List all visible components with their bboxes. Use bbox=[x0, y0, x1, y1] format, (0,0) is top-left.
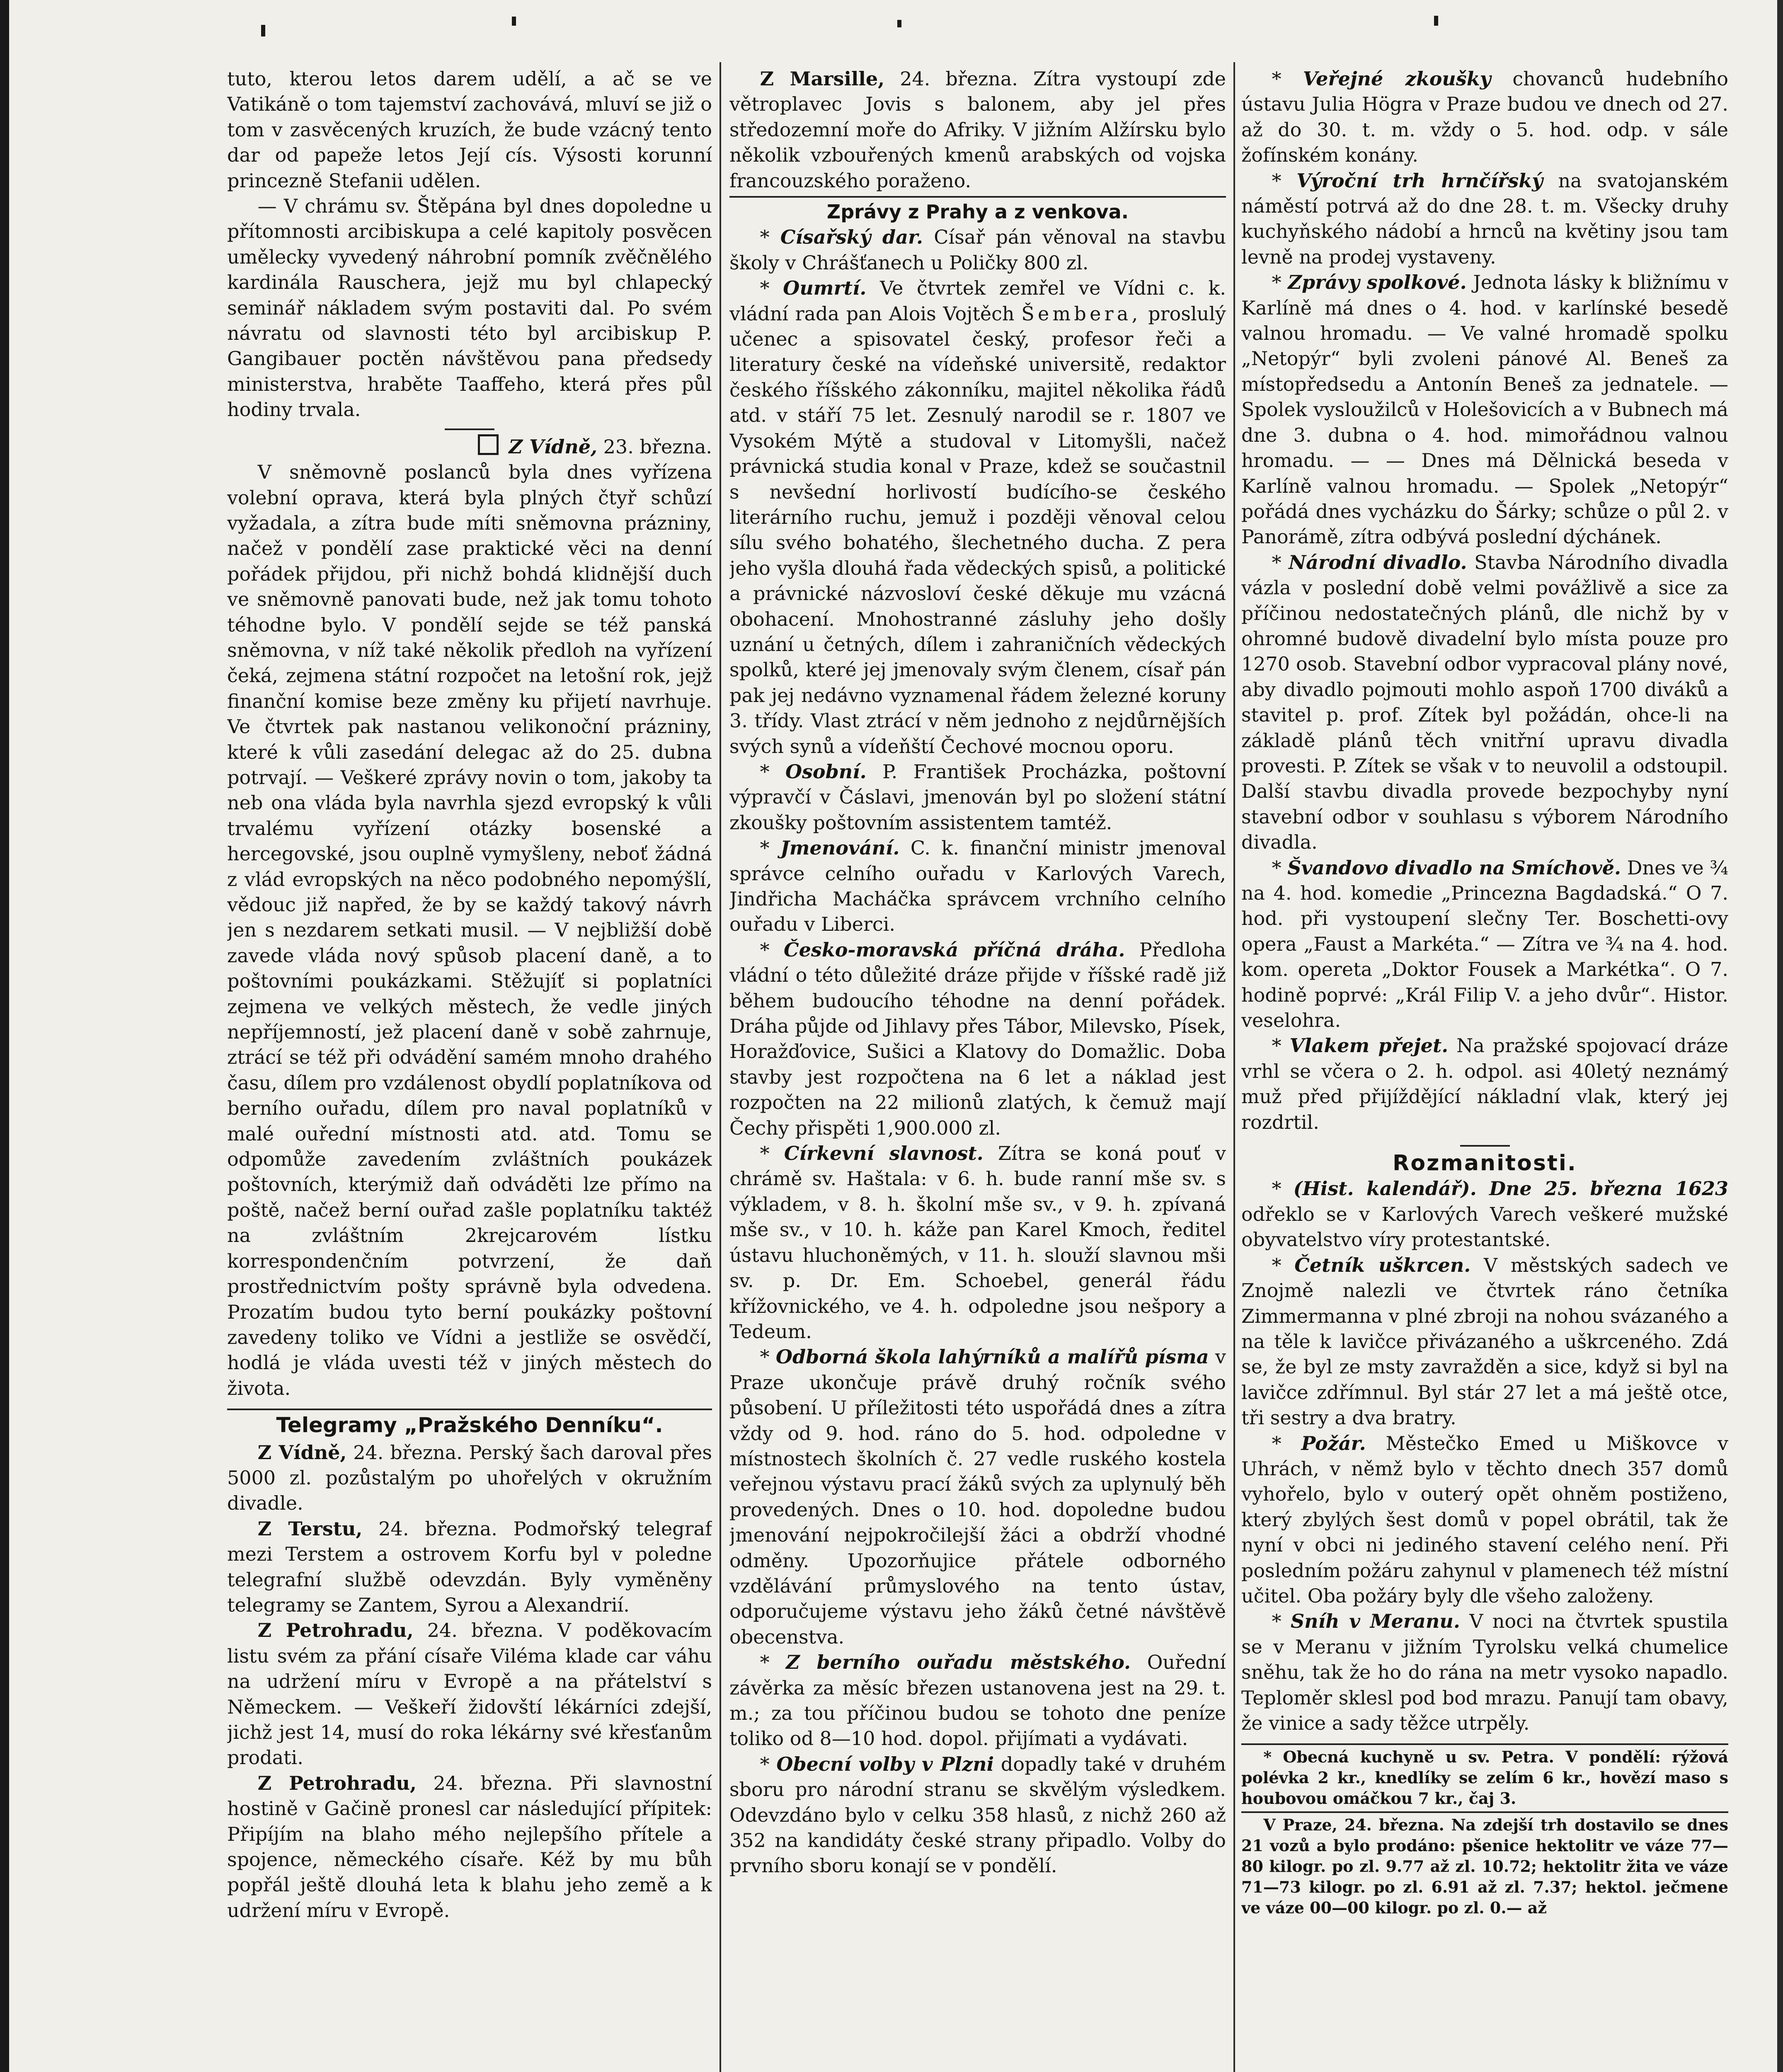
news-title: Jmenování. bbox=[780, 837, 900, 859]
separator bbox=[1241, 1811, 1728, 1813]
news-text: odřeklo se v Karlových Varech veškeré mužské obyvatelstvo víry protestantské. bbox=[1241, 1203, 1728, 1251]
scan-speck bbox=[512, 17, 516, 26]
news-title: Četník uškrcen. bbox=[1294, 1254, 1471, 1276]
news-item: * Výroční trh hrnčířský na svatojanském náměstí potrvá až do dne 28. t. m. Všecky druhy kuchyňského nádobí a hrnců na květiny jsou tam levně na prodej vystaveny. bbox=[1241, 169, 1728, 268]
telegram-item bbox=[227, 1516, 712, 1618]
separator bbox=[1460, 1145, 1510, 1147]
square-icon bbox=[478, 434, 499, 455]
telegram-place: Z Marsille, bbox=[760, 68, 885, 90]
news-title: Z berního ouřadu městského. bbox=[786, 1651, 1131, 1674]
news-text: Jednota lásky k bližnímu v Karlíně má dnes o 4. hod. v karlínské besedě valnou hromadu. — Ve valné hromadě spolku „Netopýr“ byli zvoleni pánové Al. Beneš za místopředsedu a Antonín Beneš za jednatele. — Spolek vysloužilců v Holešovicích a v Bubnech má dne 3. dubna o 4. hod. mimořádnou valnou hromadu. — — Dnes má Dělnická beseda v Karlíně valnou hromadu. — Spolek „Netopýr“ pořádá dnes vycházku do Šárky; schůze o půl 2. v Panorámě, zítra odbývá poslední dýchánek. bbox=[1241, 271, 1728, 548]
article-paragraph: tuto, kterou letos darem udělí, a ač se ve Vatikáně o tom tajemství zachovává, mluví se již o tom v zasvěcených kruzích, že bude vzácný tento dar od papeže letos Její cís. Výsosti korunní princezně Stefanii udělen. bbox=[227, 68, 712, 192]
news-title: (Hist. kalendář). Dne 25. března 1623 bbox=[1293, 1177, 1728, 1200]
news-item: * Církevní slavnost. Zítra se koná pouť v chrámě sv. Haštala: v 6. h. bude ranní mše sv. s výkladem, v 8. h. školní mše sv., v 9. h. zpívaná mše sv., v 10. h. káže pan Karel Kmoch, ředitel ústavu hluchoněmých, v 11. h. slouží slavnou mši sv. p. Dr. Em. Schoebel, generál řádu křížovnického, ve 4. h. odpoledne jsou nešpory a Tedeum. bbox=[729, 1142, 1226, 1343]
news-text: Městečko Emed u Miškovce v Uhrách, v němž bylo v těchto dnech 357 domů vyhořelo, bylo v outerý opět ohněm postiženo, který zbylých šest domů v popel obrátil, tak že nyní v obci ni jediného stavení celého není. Při posledním požáru zahynul v plamenech též místní učitel. Oba požáry byly dle všeho založeny. bbox=[1241, 1432, 1728, 1607]
dateline-date: 23. března. bbox=[603, 435, 712, 458]
telegram-text: 24. března. Zítra vystoupí zde větroplavec Jovis s balonem, aby jel přes středozemní moře do Afriky. V jižním Alžírsku bylo několik vzbouřených kmenů arabských od vojska francouzského poraženo. bbox=[729, 68, 1226, 192]
news-item: * Osobní. P. František Procházka, poštovní výpravčí v Čáslavi, jmenován byl po složení státní zkoušky poštovním assistentem tamtéž. bbox=[729, 760, 1226, 834]
dateline bbox=[227, 434, 712, 460]
separator bbox=[445, 428, 494, 430]
news-title: Vlakem přejet. bbox=[1289, 1034, 1449, 1057]
section-heading: Rozmanitosti. bbox=[1393, 1151, 1577, 1176]
column-3 bbox=[1241, 66, 1728, 2072]
news-text: Císař pán věnoval na stavbu školy v Chrášťanech u Poličky 800 zl. bbox=[729, 226, 1226, 274]
news-text: na svatojanském náměstí potrvá až do dne 28. t. m. Všecky druhy kuchyňského nádobí a hrnců na květiny jsou tam levně na prodej vystaveny. bbox=[1241, 169, 1728, 268]
telegram-place: Z Petrohradu, bbox=[257, 1619, 414, 1642]
telegram-item bbox=[729, 66, 1226, 194]
news-item: * (Hist. kalendář). Dne 25. března 1623 odřeklo se v Karlových Varech veškeré mužské obyvatelstvo víry protestantské. bbox=[1241, 1177, 1728, 1251]
telegram-place: Z Vídně, bbox=[257, 1441, 347, 1464]
dateline-place: Z Vídně, bbox=[509, 435, 598, 458]
column-rule bbox=[719, 62, 721, 2072]
news-title: Oumrtí. bbox=[783, 277, 867, 300]
news-text: Stavba Národního divadla vázla v poslední době velmi povážlivě a sice za příčinou nedostatečných plánů, dle nichž by v ohromné budově divadelní bylo místa pouze pro 1270 osob. Stavební odbor vypracoval plány nové, aby divadlo pojmouti mohlo aspoň 1700 diváků a stavitel p. prof. Zítek byl požádán, ohce-li na základě plánů těch vnitřní upravu divadla provesti. P. Zítek se však v to neuvolil a odstoupil. Další stavbu divadla provede bezpochyby nyní stavební odbor v souhlasu s výborem Národního divadla. bbox=[1241, 551, 1728, 854]
telegram-item bbox=[227, 1440, 712, 1516]
telegram-text: 24. března. Při slavnostní hostině v Gačině pronesl car následující přípitek: Připíjím na blaho mého nejlepšího přítele a spojence, německého císaře. Kéž by mu bůh popřál ještě dlouhá leta k blahu jeho země a k udržení míru v Evropě. bbox=[227, 1772, 712, 1922]
article-paragraph: — V chrámu sv. Štěpána byl dnes dopoledne u přítomnosti arcibiskupa a celé kapitoly posvěcen umělecky vyvedený náhrobní pomník zvěčnělého kardinála Rauschera, jejž mu byl chlapecký seminář nákladem svým postaviti dal. Po svém návratu od slavnosti této byl arcibiskup P. Gangibauer poctěn návštěvou pana předsedy ministerstva, hraběte Taaffeho, která přes půl hodiny trvala. bbox=[227, 195, 712, 421]
news-title: Osobní. bbox=[785, 760, 867, 783]
section-heading: Telegramy „Pražského Denníku“. bbox=[276, 1413, 663, 1438]
news-text: chovanců hudebního ústavu Julia Högra v Praze budou ve dnech od 27. až do 30. t. m. vždy o 5. hod. odp. v sále žofínském konány. bbox=[1241, 68, 1728, 167]
news-text: v Praze ukončuje právě druhý ročník svého působení. U příležitosti této uspořádá dnes a zítra vždy od 9. hod. ráno do 5. hod. odpoledne v místnostech školních č. 27 vedle ruského kostela veřejnou výstavu prací žáků svých za uplynulý běh provedených. Dnes o 10. hod. dopoledne budou jmenování nejpokročilejší žáci a obdrží vhodné odměny. Upozorňujice přátele odborného vzdělávání průmyslového na tento ústav, odporučujeme výstavu jeho žáků četné návštěvě obecenstva. bbox=[729, 1346, 1226, 1648]
telegram-item bbox=[227, 1771, 712, 1923]
news-text: Ouřední závěrka za měsíc březen ustanovena jest na 29. t. m.; za tou příčinou budou se tohoto dne peníze toliko od 8—10 hod. dopol. přijímati a vydávati. bbox=[729, 1651, 1226, 1750]
news-text: Zítra se koná pouť v chrámě sv. Haštala: v 6. h. bude ranní mše sv. s výkladem, v 8. h. školní mše sv., v 9. h. zpívaná mše sv., v 10. h. káže pan Karel Kmoch, ředitel ústavu hluchoněmých, v 11. h. slouží slavnou mši sv. p. Dr. Em. Schoebel, generál řádu křížovnického, ve 4. h. odpoledne jsou nešpory a Tedeum. bbox=[729, 1142, 1226, 1343]
telegram-place: Z Terstu, bbox=[257, 1517, 363, 1540]
telegram-text: 24. března. Podmořský telegraf mezi Terstem a ostrovem Korfu byl v poledne telegrafní službě odevzdán. Byly vyměněny telegramy se Zantem, Syrou a Alexandrií. bbox=[227, 1517, 712, 1616]
kitchen-notice: * Obecná kuchyně u sv. Petra. V pondělí: rýžová polévka 2 kr., knedlíky se zelím 6 kr., hovězí maso s houbovou omáčkou 7 kr., čaj 3. bbox=[1241, 1748, 1728, 1808]
news-title: Česko-moravská příčná dráha. bbox=[784, 938, 1125, 961]
news-name: Šembera, bbox=[1021, 302, 1141, 325]
news-item: * Národní divadlo. Stavba Národního divadla vázla v poslední době velmi povážlivě a sice za příčinou nedostatečných plánů, dle nichž by v ohromné budově divadelní bylo místa pouze pro 1270 osob. Stavební odbor vypracoval plány nové, aby divadlo pojmouti mohlo aspoň 1700 diváků a stavitel p. prof. Zítek byl požádán, ohce-li na základě plánů těch vnitřní upravu divadla provesti. P. Zítek se však v to neuvolil a odstoupil. Další stavbu divadla provede bezpochyby nyní stavební odbor v souhlasu s výborem Národního divadla. bbox=[1241, 551, 1728, 854]
news-text: V městských sadech ve Znojmě nalezli ve čtvrtek ráno četníka Zimmermanna v plné zbroji na nohou svázaného a na těle k lavičce přivázaného a uškrceného. Zdá se, že byl ze msty zavražděn a sice, když si byl na lavičce zdřímnul. Byl stár 27 let a má ještě otce, tři sestry a dva bratry. bbox=[1241, 1254, 1728, 1429]
news-title: Výroční trh hrnčířský bbox=[1296, 169, 1543, 192]
news-title: Sníh v Meranu. bbox=[1290, 1610, 1460, 1633]
news-title: Církevní slavnost. bbox=[784, 1142, 984, 1165]
column-rule bbox=[1233, 62, 1235, 2072]
news-text: Dnes ve ¾ na 4. hod. komedie „Princezna Bagdadská.“ O 7. hod. při vystoupení slečny Ter. Boschetti-ovy opera „Faust a Markéta.“ — Zítra ve ¾ na 4. hod. kom. opereta „Doktor Fousek a Markétka“. O 7. hodině poprvé: „Král Filip V. a jeho dvůr“. Histor. veselohra. bbox=[1241, 856, 1728, 1032]
news-item: * Sníh v Meranu. V noci na čtvrtek spustila se v Meranu v jižním Tyrolsku velká chumelice sněhu, tak že ho do rána na metr vysoko napadlo. Teploměr sklesl pod bod mrazu. Panují tam obavy, že vinice a sady těžce utrpěly. bbox=[1241, 1610, 1728, 1734]
news-text: V noci na čtvrtek spustila se v Meranu v jižním Tyrolsku velká chumelice sněhu, tak že ho do rána na metr vysoko napadlo. Teploměr sklesl pod bod mrazu. Panují tam obavy, že vinice a sady těžce utrpěly. bbox=[1241, 1610, 1728, 1734]
news-title: Zprávy spolkové. bbox=[1288, 271, 1467, 294]
telegram-text: 24. března. V poděkovacím listu svém za přání císaře Viléma klade car váhu na udržení míru v Evropě a na přátelství s Německem. — Veškeří židovští lékárníci zdejší, jichž jest 14, musí do roka lékárny své křesťanům prodati. bbox=[227, 1619, 712, 1769]
article-paragraph: V sněmovně poslanců byla dnes vyřízena volební oprava, která byla plných čtyř schůzí vyžadala, a zítra bude míti sněmovna prázniny, načež v pondělí zase praktické věci na denní pořádek přijdou, při nichž bohdá klidnější duch ve sněmovně panovati bude, než jak tomu tohoto téhodne bylo. V pondělí sejde se též panská sněmovna, v níž také několik předloh na vyřízení čeká, zejmena státní rozpočet na letošní rok, jejž finanční komise beze změny ku přijetí navrhuje. Ve čtvrtek pak nastanou velikonoční prázniny, které k vůli zasedání delegac až do 25. dubna potrvají. — Veškeré zprávy novin o tom, jakoby ta neb ona vláda byla navrhla sjezd evropský k vůli trvalému vyřízení otázky bosenské a hercegovské, jsou ouplně vymyšleny, neboť žádná z vlád evropských na něco podobného nepomýšlí, vědouc již napřed, že by se každý takový návrh jen s nezdarem setkati musil. — V nejbližší době zavede vláda nový spůsob placení daně, a to poštovními poukázkami. Stěžujíť si poplatníci zejmena ve velkých městech, že vedle jiných nepříjemností, jež placení daně v sobě zahrnuje, ztrácí se též při odvádění samém mnoho drahého času, dílem pro vzdálenost obydlí poplatníkova od berního ouřadu, dílem pro naval poplatníků v malé ouřední místnosti atd. atd. Tomu se odpomůže zavedením zvláštních poukázek poštovních, kterýmiž daň odváděti lze přímo na poště, načež berní ouřad zašle poplatníku taktéž na zvláštním 2krejcarovém lístku korrespondenčním potvrzení, že daň prostřednictvím pošty správně byla odvedena. Prozatím budou tyto berní poukázky poštovní zavedeny toliko ve Vídni a jestliže se osvědčí, hodlá je vláda uvesti též v jiných městech do života. bbox=[227, 461, 712, 1399]
column-1 bbox=[227, 66, 712, 2072]
news-item: * Obecní volby v Plzni dopadly také v druhém sboru pro národní stranu se skvělým výsledkem. Odevzdáno bylo v celku 358 hlasů, z nichž 260 až 352 na kandidáty české strany připadlo. Volby do prvního sboru konají se v pondělí. bbox=[729, 1752, 1226, 1877]
telegram-item bbox=[227, 1618, 712, 1770]
scan-edge-right bbox=[1777, 0, 1783, 2072]
news-item: * Oumrtí. Ve čtvrtek zemřel ve Vídni c. k. vládní rada pan Alois Vojtěch Šembera, proslulý učenec a spisovatel český, profesor řeči a literatury české na vídeňské universitě, redaktor českého říšského zákonníku, majitel několika řádů atd. v stáří 75 let. Zesnulý narodil se r. 1807 ve Vysokém Mýtě a studoval v Litomyšli, načež právnická studia konal v Praze, kdež se součastnil s nevšední horlivostí budícího-se českého literárního ruchu, jemuž i později věnoval celou sílu svého bohatého, šlechetného ducha. Z pera jeho vyšla dlouhá řada vědeckých spisů, a politické a právnické názvosloví české děkuje mu vzácná obohacení. Mnohostranné zásluhy jeho došly uznání u četných, dílem i zahraničních vědeckých spolků, které jej jmenovaly svým členem, císař pán pak jej nedávno vyznamenal řádem železné koruny 3. třídy. Vlast ztrácí v něm jednoho z nejdůrnějších svých synů a vídeňští Čechové mocnou oporu. bbox=[729, 277, 1226, 758]
news-text: C. k. finanční ministr jmenoval správce celního ouřadu v Karlových Varech, Jindřicha Macháčka správcem vrchního celního ouřadu v Liberci. bbox=[729, 837, 1226, 936]
news-text: Na pražské spojovací dráze vrhl se včera o 2. h. odpol. asi 40letý neznámý muž před přijíždějící nákladní vlak, který jej rozdrtil. bbox=[1241, 1034, 1728, 1133]
news-item: * Císařský dar. Císař pán věnoval na stavbu školy v Chrášťanech u Poličky 800 zl. bbox=[729, 226, 1226, 274]
news-item: * Z berního ouřadu městského. Ouřední závěrka za měsíc březen ustanovena jest na 29. t. m.; za tou příčinou budou se tohoto dne peníze toliko od 8—10 hod. dopol. přijímati a vydávati. bbox=[729, 1651, 1226, 1750]
news-text: P. František Procházka, poštovní výpravčí v Čáslavi, jmenován byl po složení státní zkoušky poštovním assistentem tamtéž. bbox=[729, 760, 1226, 834]
section-heading: Zprávy z Prahy a z venkova. bbox=[826, 201, 1129, 223]
news-item: * Požár. Městečko Emed u Miškovce v Uhrách, v němž bylo v těchto dnech 357 domů vyhořelo, bylo v outerý opět ohněm postiženo, který zbylých šest domů v popel obrátil, tak že nyní v obci ni jediného stavení celého není. Při posledním požáru zahynul v plamenech též místní učitel. Oba požáry byly dle všeho založeny. bbox=[1241, 1432, 1728, 1607]
telegram-text: 24. března. Perský šach daroval přes 5000 zl. pozůstalým po uhořelých v okružním divadle. bbox=[227, 1441, 712, 1515]
news-item: * Švandovo divadlo na Smíchově. Dnes ve ¾ na 4. hod. komedie „Princezna Bagdadská.“ O 7. hod. při vystoupení slečny Ter. Boschetti-ovy opera „Faust a Markéta.“ — Zítra ve ¾ na 4. hod. kom. opereta „Doktor Fousek a Markétka“. O 7. hodině poprvé: „Král Filip V. a jeho dvůr“. Histor. veselohra. bbox=[1241, 856, 1728, 1032]
scan-speck bbox=[897, 20, 901, 27]
news-title: Švandovo divadlo na Smíchově. bbox=[1287, 856, 1621, 879]
news-item: * Česko-moravská příčná dráha. Předloha vládní o této důležité dráze přijde v říšské radě již během budoucího téhodne na denní pořádek. Dráha půjde od Jihlavy přes Tábor, Milevsko, Písek, Horažďovice, Sušici a Klatovy do Domažlic. Doba stavby jest rozpočtena na 6 let a náklad jest rozpočten na 22 milionů zlatých, k čemuž mají Čechy přispěti 1,900.000 zl. bbox=[729, 938, 1226, 1139]
column-2 bbox=[729, 66, 1226, 2072]
scan-edge-left bbox=[0, 0, 9, 2072]
news-text: proslulý učenec a spisovatel český, profesor řeči a literatury české na vídeňské universitě, redaktor českého říšského zákonníku, majitel několika řádů atd. v stáří 75 let. Zesnulý narodil se r. 1807 ve Vysokém Mýtě a studoval v Litomyšli, načež právnická studia konal v Praze, kdež se součastnil s nevšední horlivostí budícího-se českého literárního ruchu, jemuž i později věnoval celou sílu svého bohatého, šlechetného ducha. Z pera jeho vyšla dlouhá řada vědeckých spisů, a politické a právnické názvosloví české děkuje mu vzácná obohacení. Mnohostranné zásluhy jeho došly uznání u četných, dílem i zahraničních vědeckých spolků, které jej jmenovaly svým členem, císař pán pak jej nedávno vyznamenal řádem železné koruny 3. třídy. Vlast ztrácí v něm jednoho z nejdůrnějších svých synů a vídeňští Čechové mocnou oporu. bbox=[729, 302, 1226, 758]
separator bbox=[1241, 1743, 1728, 1745]
separator bbox=[729, 196, 1226, 198]
news-item: * Zprávy spolkové. Jednota lásky k bližnímu v Karlíně má dnes o 4. hod. v karlínské besedě valnou hromadu. — Ve valné hromadě spolku „Netopýr“ byli zvoleni pánové Al. Beneš za místopředsedu a Antonín Beneš za jednatele. — Spolek vysloužilců v Holešovicích a v Bubnech má dne 3. dubna o 4. hod. mimořádnou valnou hromadu. — — Dnes má Dělnická beseda v Karlíně valnou hromadu. — Spolek „Netopýr“ pořádá dnes vycházku do Šárky; schůze o půl 2. v Panorámě, zítra odbývá poslední dýchánek. bbox=[1241, 271, 1728, 548]
news-title: Národní divadlo. bbox=[1289, 551, 1467, 574]
small-print-block bbox=[1241, 1747, 1728, 1918]
scan-speck bbox=[1434, 16, 1438, 26]
news-title: Obecní volby v Plzni bbox=[776, 1752, 994, 1775]
news-item: * Četník uškrcen. V městských sadech ve Znojmě nalezli ve čtvrtek ráno četníka Zimmermanna v plné zbroji na nohou svázaného a na těle k lavičce přivázaného a uškrceného. Zdá se, že byl ze msty zavražděn a sice, když si byl na lavičce zdřímnul. Byl stár 27 let a má ještě otce, tři sestry a dva bratry. bbox=[1241, 1254, 1728, 1429]
telegram-place: Z Petrohradu, bbox=[257, 1772, 417, 1794]
news-text: dopadly také v druhém sboru pro národní stranu se skvělým výsledkem. Odevzdáno bylo v celku 358 hlasů, z nichž 260 až 352 na kandidáty české strany připadlo. Volby do prvního sboru konají se v pondělí. bbox=[729, 1752, 1226, 1877]
news-item: * Odborná škola lahýrníků a malířů písma v Praze ukončuje právě druhý ročník svého působení. U příležitosti této uspořádá dnes a zítra vždy od 9. hod. ráno do 5. hod. odpoledne v místnostech školních č. 27 vedle ruského kostela veřejnou výstavu prací žáků svých za uplynulý běh provedených. Dnes o 10. hod. dopoledne budou jmenování nejpokročilejší žáci a obdrží vhodné odměny. Upozorňujice přátele odborného vzdělávání průmyslového na tento ústav, odporučujeme výstavu jeho žáků četné návštěvě obecenstva. bbox=[729, 1346, 1226, 1648]
news-item: * Vlakem přejet. Na pražské spojovací dráze vrhl se včera o 2. h. odpol. asi 40letý neznámý muž před přijíždějící nákladní vlak, který jej rozdrtil. bbox=[1241, 1034, 1728, 1133]
news-text: Ve čtvrtek zemřel ve Vídni c. k. vládní rada pan Alois Vojtěch bbox=[729, 277, 1226, 325]
separator bbox=[227, 1409, 712, 1410]
news-title: Veřejné zkoušky bbox=[1303, 68, 1491, 90]
news-title: Odborná škola lahýrníků a malířů písma bbox=[775, 1346, 1209, 1368]
scan-speck bbox=[261, 25, 265, 36]
news-text: Předloha vládní o této důležité dráze přijde v říšské radě již během budoucího téhodne na denní pořádek. Dráha půjde od Jihlavy přes Tábor, Milevsko, Písek, Horažďovice, Sušici a Klatovy do Domažlic. Doba stavby jest rozpočtena na 6 let a náklad jest rozpočten na 22 milionů zlatých, k čemuž mají Čechy přispěti 1,900.000 zl. bbox=[729, 938, 1226, 1139]
news-title: Císařský dar. bbox=[780, 226, 923, 249]
news-item: * Veřejné zkoušky chovanců hudebního ústavu Julia Högra v Praze budou ve dnech od 27. až do 30. t. m. vždy o 5. hod. odp. v sále žofínském konány. bbox=[1241, 68, 1728, 167]
market-report: V Praze, 24. března. Na zdejší trh dostavilo se dnes 21 vozů a bylo prodáno: pšenice hektolitr ve váze 77—80 kilogr. po zl. 9.77 až zl. 10.72; hektolitr žita ve váze 71—73 kilogr. po zl. 6.91 až zl. 7.37; hektol. ječmene ve váze 00—00 kilogr. po zl. 0.— až bbox=[1241, 1815, 1728, 1917]
news-item: * Jmenování. C. k. finanční ministr jmenoval správce celního ouřadu v Karlových Varech, Jindřicha Macháčka správcem vrchního celního ouřadu v Liberci. bbox=[729, 837, 1226, 936]
news-title: Požár. bbox=[1301, 1432, 1366, 1455]
